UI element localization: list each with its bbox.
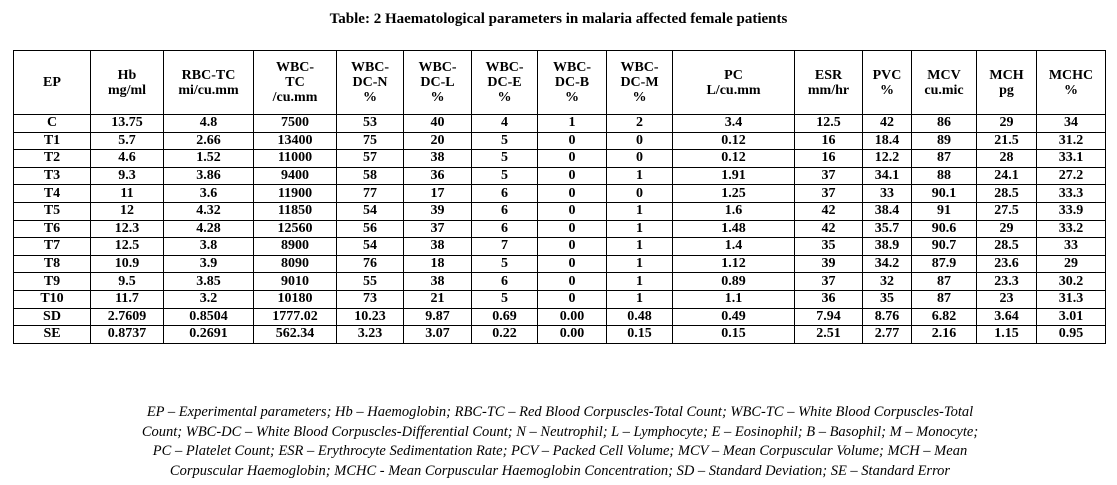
column-header-line: DC-M [620,75,659,90]
row-label-cell: T3 [14,167,91,185]
column-header [404,51,472,115]
table-cell: 30.2 [1037,273,1106,291]
table-cell: 0 [538,202,607,220]
table-cell: 27.2 [1037,167,1106,185]
table-cell: 11 [91,185,164,203]
table-cell: 12.3 [91,220,164,238]
table-cell: 9.5 [91,273,164,291]
column-header-line: mm/hr [807,82,850,98]
table-cell: 4.6 [91,150,164,168]
table-cell: 1.25 [673,185,795,203]
table-cell: 5 [472,132,538,150]
table-cell: 1 [607,238,673,256]
table-cell: 1 [607,220,673,238]
table-cell: 6 [472,202,538,220]
table-row [14,308,1106,326]
table-cell: 3.64 [977,308,1037,326]
table-cell: 7500 [254,115,337,133]
table-cell: 10180 [254,290,337,308]
table-cell: 2.77 [863,326,912,344]
table-cell: 6 [472,273,538,291]
table-body [14,115,1106,344]
table-cell: 3.9 [164,255,254,273]
table-cell: 37 [795,185,863,203]
row-label-cell: T9 [14,273,91,291]
table-cell: 3.86 [164,167,254,185]
table-cell: 0.2691 [164,326,254,344]
column-header-line: WBC- [418,60,457,75]
column-header [607,51,673,115]
table-cell: 1 [607,202,673,220]
table-cell: 36 [404,167,472,185]
table-cell: 12560 [254,220,337,238]
column-header [795,51,863,115]
table-cell: 90.7 [912,238,977,256]
table-cell: 1.48 [673,220,795,238]
table-cell: 21 [404,290,472,308]
table-cell: 12.2 [863,150,912,168]
table-cell: 3.85 [164,273,254,291]
table-cell: 42 [795,202,863,220]
table-row [14,150,1106,168]
table-cell: 9400 [254,167,337,185]
table-cell: 4.28 [164,220,254,238]
row-label-cell: T4 [14,185,91,203]
table-cell: 5 [472,255,538,273]
table-cell: 3.4 [673,115,795,133]
table-cell: 1 [538,115,607,133]
table-cell: 1 [607,290,673,308]
table-cell: 23.6 [977,255,1037,273]
row-label-cell: C [14,115,91,133]
table-cell: 38 [404,273,472,291]
row-label-cell: T5 [14,202,91,220]
table-cell: 55 [337,273,404,291]
table-cell: 0 [538,255,607,273]
column-header-line: mi/cu.mm [178,82,239,98]
table-cell: 18 [404,255,472,273]
column-header-line: MCHC [1048,67,1094,83]
table-cell: 38.4 [863,202,912,220]
table-cell: 8900 [254,238,337,256]
column-header-line: PC [724,67,743,83]
table-cell: 1 [607,273,673,291]
table-cell: 24.1 [977,167,1037,185]
table-cell: 12 [91,202,164,220]
table-cell: 23.3 [977,273,1037,291]
table-cell: 0.12 [673,132,795,150]
table-cell: 17 [404,185,472,203]
table-cell: 0.8737 [91,326,164,344]
table-cell: 6 [472,185,538,203]
table-cell: 5 [472,150,538,168]
table-row [14,273,1106,291]
row-label-cell: T6 [14,220,91,238]
table-cell: 18.4 [863,132,912,150]
table-cell: 42 [863,115,912,133]
table-cell: 2.66 [164,132,254,150]
table-cell: 1 [607,255,673,273]
column-header [673,51,795,115]
table-cell: 33.9 [1037,202,1106,220]
table-cell: 0 [538,185,607,203]
column-header [337,51,404,115]
table-cell: 13400 [254,132,337,150]
table-cell: 7 [472,238,538,256]
table-cell: 0 [538,220,607,238]
footnote-line: Corpuscular Haemoglobin; MCHC - Mean Corpuscular Haemoglobin Concentration; SD – Standard Deviation; SE – Standard Error [169,462,951,479]
table-cell: 3.07 [404,326,472,344]
table-cell: 87 [912,150,977,168]
table-cell: 58 [337,167,404,185]
table-cell: 0.22 [472,326,538,344]
table-cell: 5 [472,167,538,185]
table-cell: 0 [538,167,607,185]
column-header-line: WBC- [275,60,315,75]
table-cell: 0.00 [538,308,607,326]
table-cell: 11.7 [91,290,164,308]
table-cell: 11850 [254,202,337,220]
table-cell: 38.9 [863,238,912,256]
table-cell: 0 [538,150,607,168]
table-cell: 16 [795,132,863,150]
table-cell: 0.69 [472,308,538,326]
table-cell: 33.3 [1037,185,1106,203]
table-cell: 88 [912,167,977,185]
table-row [14,115,1106,133]
table-cell: 0.8504 [164,308,254,326]
table-cell: 0 [607,185,673,203]
table-cell: 0.15 [607,326,673,344]
table-cell: 5.7 [91,132,164,150]
column-header [91,51,164,115]
table-cell: 20 [404,132,472,150]
column-header-line: WBC- [552,60,592,75]
table-cell: 3.8 [164,238,254,256]
column-header [977,51,1037,115]
row-label-cell: SD [14,308,91,326]
table-cell: 8.76 [863,308,912,326]
table-cell: 10.23 [337,308,404,326]
table-cell: 562.34 [254,326,337,344]
table-cell: 0.95 [1037,326,1106,344]
table-row [14,220,1106,238]
table-cell: 87 [912,273,977,291]
table-cell: 34 [1037,115,1106,133]
table-cell: 28.5 [977,185,1037,203]
column-header-line: /cu.mm [272,90,318,105]
column-header-line: cu.mic [924,82,964,98]
row-label-cell: SE [14,326,91,344]
table-cell: 11900 [254,185,337,203]
table-cell: 6.82 [912,308,977,326]
table-cell: 32 [863,273,912,291]
row-label-cell: T1 [14,132,91,150]
table-cell: 9.87 [404,308,472,326]
table-cell: 0.15 [673,326,795,344]
table-cell: 5 [472,290,538,308]
table-row [14,132,1106,150]
table-cell: 35 [863,290,912,308]
table-cell: 0.12 [673,150,795,168]
table-title: Table: 2 Haematological parameters in malaria affected female patients [329,11,788,27]
table-cell: 29 [977,115,1037,133]
table-cell: 90.6 [912,220,977,238]
table-cell: 57 [337,150,404,168]
table-cell: 0 [538,132,607,150]
table-cell: 75 [337,132,404,150]
table-cell: 56 [337,220,404,238]
table-cell: 7.94 [795,308,863,326]
row-label-cell: T10 [14,290,91,308]
table-cell: 1.15 [977,326,1037,344]
table-cell: 54 [337,238,404,256]
table-cell: 1.1 [673,290,795,308]
table-cell: 1.4 [673,238,795,256]
table-cell: 8090 [254,255,337,273]
column-header [14,51,91,115]
table-cell: 29 [977,220,1037,238]
column-header-line: mg/ml [107,82,147,98]
row-label-cell: T2 [14,150,91,168]
column-header [254,51,337,115]
haematology-table [13,50,1106,344]
table-cell: 1.52 [164,150,254,168]
table-cell: 28.5 [977,238,1037,256]
table-cell: 3.01 [1037,308,1106,326]
table-cell: 37 [795,273,863,291]
column-header-line: % [430,90,445,105]
table-cell: 1777.02 [254,308,337,326]
column-header-line: % [497,90,512,105]
table-cell: 89 [912,132,977,150]
column-header-line: EP [43,75,61,90]
column-header-line: PVC [872,67,902,83]
table-cell: 2.7609 [91,308,164,326]
table-cell: 16 [795,150,863,168]
table-cell: 1.12 [673,255,795,273]
column-header-line: DC-E [487,75,522,90]
table-cell: 2.51 [795,326,863,344]
table-row [14,326,1106,344]
table-cell: 0 [607,132,673,150]
row-label-cell: T8 [14,255,91,273]
table-cell: 73 [337,290,404,308]
column-header-line: L/cu.mm [706,82,761,98]
column-header-line: % [565,90,579,105]
table-row [14,290,1106,308]
table-cell: 12.5 [795,115,863,133]
table-cell: 39 [795,255,863,273]
table-row [14,167,1106,185]
table-cell: 13.75 [91,115,164,133]
table-row [14,255,1106,273]
column-header-line: % [632,90,647,105]
table-header-row [14,51,1106,115]
table-cell: 87.9 [912,255,977,273]
row-label-cell: T7 [14,238,91,256]
table-cell: 54 [337,202,404,220]
column-header-line: TC [285,75,305,90]
table-cell: 37 [795,167,863,185]
column-header-line: DC-N [352,75,388,90]
table-cell: 0 [607,150,673,168]
table-cell: 38 [404,150,472,168]
column-header [863,51,912,115]
table-cell: 11000 [254,150,337,168]
table-cell: 76 [337,255,404,273]
table-cell: 77 [337,185,404,203]
table-row [14,185,1106,203]
column-header-line: DC-L [420,75,455,90]
table-cell: 10.9 [91,255,164,273]
footnote-line: PC – Platelet Count; ESR – Erythrocyte Sedimentation Rate; PCV – Packed Cell Volume; MCV – Mean Corpuscular Volume; MCH – Mean [152,443,968,459]
column-header-line: MCV [927,67,961,83]
column-header-line: pg [999,82,1014,98]
table-cell: 1.6 [673,202,795,220]
table-cell: 53 [337,115,404,133]
table-cell: 0.49 [673,308,795,326]
table-cell: 31.2 [1037,132,1106,150]
table-cell: 31.3 [1037,290,1106,308]
table-cell: 39 [404,202,472,220]
table-cell: 87 [912,290,977,308]
table-cell: 86 [912,115,977,133]
column-header-line: WBC- [620,60,659,75]
table-cell: 40 [404,115,472,133]
column-header-line: ESR [814,67,843,83]
table-cell: 0.89 [673,273,795,291]
table-footnote [40,403,1080,481]
column-header-line: DC-B [554,75,590,90]
column-header-line: % [1064,82,1078,98]
table-cell: 2.16 [912,326,977,344]
table-cell: 0.48 [607,308,673,326]
table-cell: 0 [538,238,607,256]
column-header-line: WBC- [485,60,524,75]
column-header-line: WBC- [350,60,390,75]
table-cell: 4.32 [164,202,254,220]
table-cell: 0 [538,273,607,291]
table-cell: 35 [795,238,863,256]
table-cell: 35.7 [863,220,912,238]
table-cell: 3.6 [164,185,254,203]
column-header [538,51,607,115]
column-header [912,51,977,115]
table-cell: 2 [607,115,673,133]
table-cell: 33.1 [1037,150,1106,168]
column-header-line: % [880,82,894,98]
table-cell: 0 [538,290,607,308]
footnote-line: Count; WBC-DC – White Blood Corpuscles-Differential Count; N – Neutrophil; L – Lymphocyte; E – Eosinophil; B – Basophil; M – Monocyte; [141,423,979,440]
table-row [14,202,1106,220]
table-cell: 33 [863,185,912,203]
table-row [14,238,1106,256]
table-cell: 42 [795,220,863,238]
table-cell: 36 [795,290,863,308]
table-cell: 23 [977,290,1037,308]
column-header-line: MCH [989,67,1024,83]
table-cell: 0.00 [538,326,607,344]
table-cell: 9.3 [91,167,164,185]
table-cell: 37 [404,220,472,238]
table-cell: 29 [1037,255,1106,273]
table-cell: 1.91 [673,167,795,185]
table-cell: 12.5 [91,238,164,256]
table-cell: 33 [1037,238,1106,256]
table-cell: 90.1 [912,185,977,203]
table-cell: 33.2 [1037,220,1106,238]
table-cell: 21.5 [977,132,1037,150]
table-cell: 34.2 [863,255,912,273]
table-cell: 3.2 [164,290,254,308]
column-header [1037,51,1106,115]
table-cell: 1 [607,167,673,185]
table-cell: 4.8 [164,115,254,133]
table-cell: 34.1 [863,167,912,185]
table-cell: 28 [977,150,1037,168]
column-header-line: % [363,90,377,105]
column-header-line: Hb [117,67,137,83]
column-header [472,51,538,115]
footnote-line: EP – Experimental parameters; Hb – Haemoglobin; RBC-TC – Red Blood Corpuscles-Total Count; WBC-TC – White Blood Corpuscles-Total [146,404,974,420]
table-cell: 38 [404,238,472,256]
table-cell: 6 [472,220,538,238]
column-header-line: RBC-TC [181,67,236,83]
table-cell: 4 [472,115,538,133]
column-header [164,51,254,115]
table-cell: 91 [912,202,977,220]
table-cell: 27.5 [977,202,1037,220]
table-cell: 3.23 [337,326,404,344]
table-cell: 9010 [254,273,337,291]
